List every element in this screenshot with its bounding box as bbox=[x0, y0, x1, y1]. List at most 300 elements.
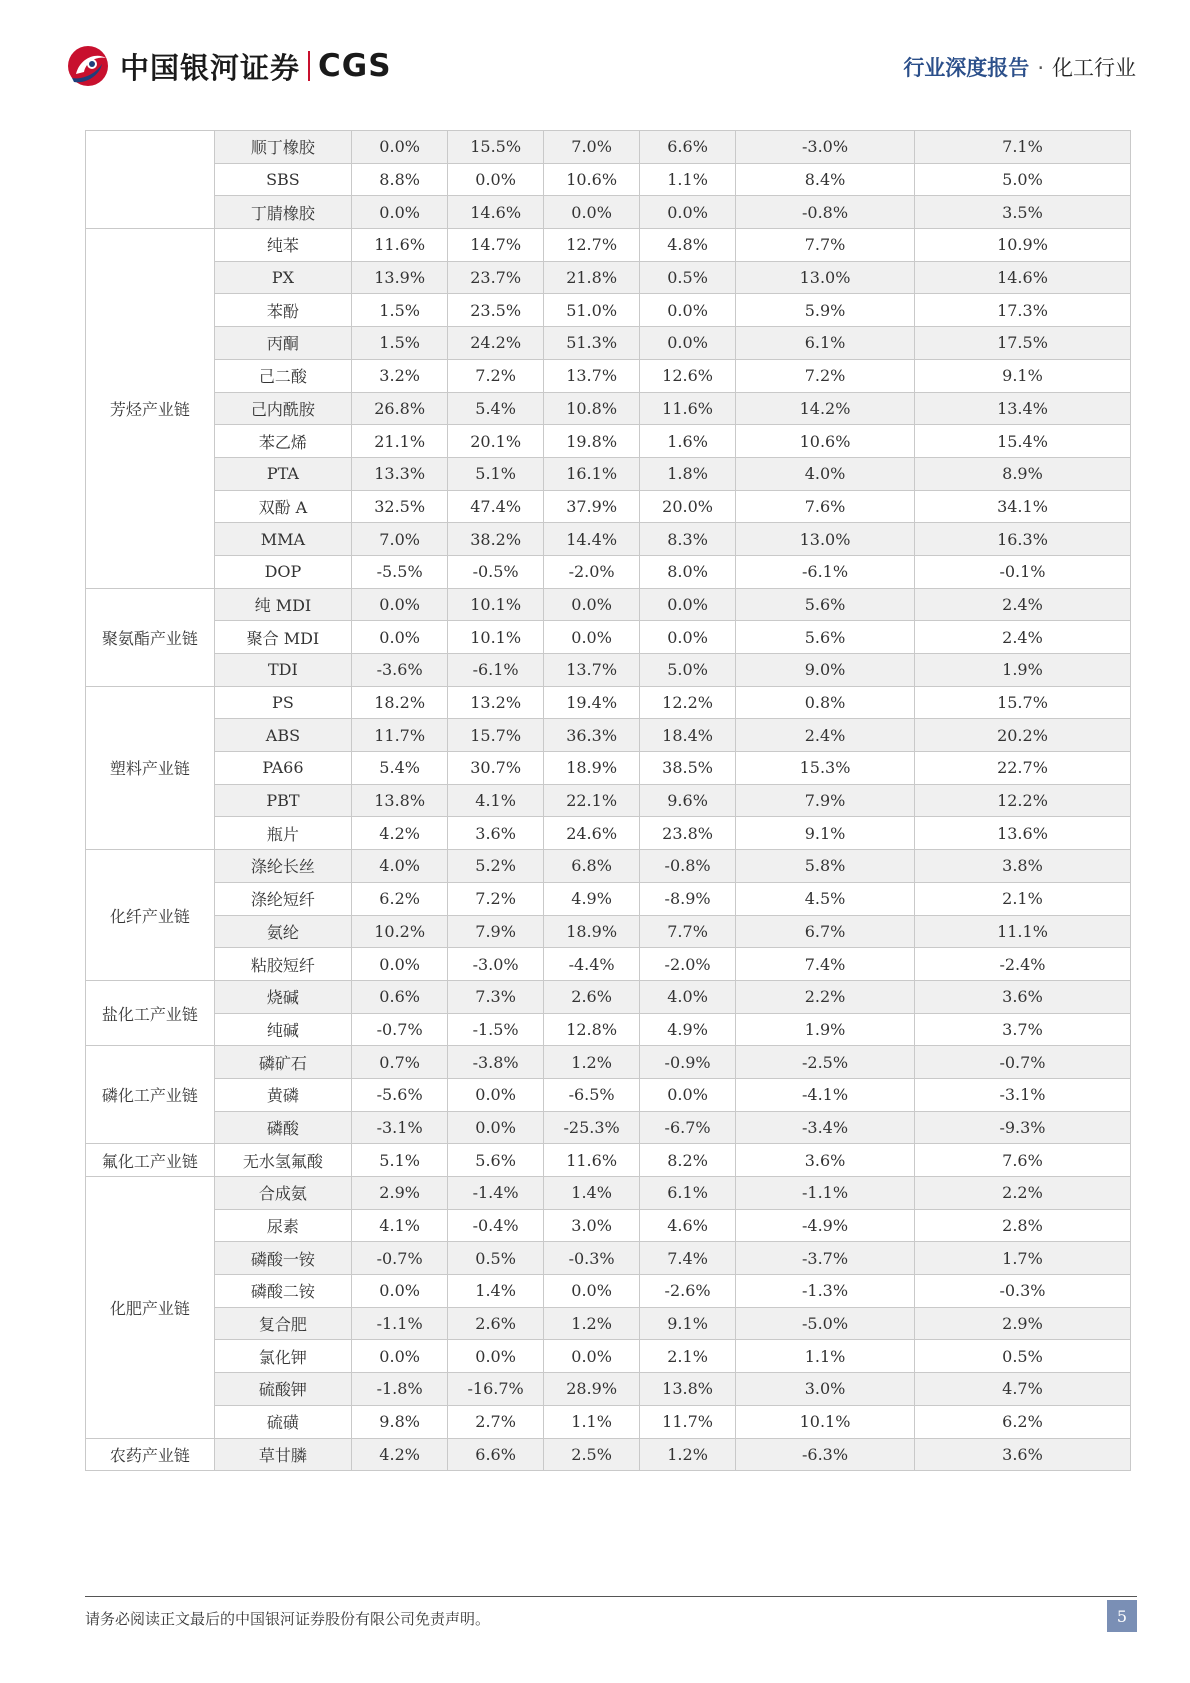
value-cell: 5.0% bbox=[640, 654, 736, 687]
value-cell: 10.1% bbox=[736, 1405, 915, 1438]
product-cell: MMA bbox=[214, 523, 351, 556]
value-cell: -3.1% bbox=[352, 1111, 448, 1144]
table-row bbox=[86, 1275, 1131, 1308]
value-cell: 1.1% bbox=[544, 1405, 640, 1438]
value-cell: 7.4% bbox=[640, 1242, 736, 1275]
table-row bbox=[86, 1177, 1131, 1210]
value-cell: -3.0% bbox=[448, 948, 544, 981]
value-cell: -6.3% bbox=[736, 1438, 915, 1471]
value-cell: 5.9% bbox=[736, 294, 915, 327]
product-cell: 硫酸钾 bbox=[214, 1373, 351, 1406]
value-cell: 18.2% bbox=[352, 686, 448, 719]
value-cell: -5.6% bbox=[352, 1078, 448, 1111]
value-cell: -2.6% bbox=[640, 1275, 736, 1308]
value-cell: -1.1% bbox=[352, 1307, 448, 1340]
value-cell: -3.8% bbox=[448, 1046, 544, 1079]
value-cell: 0.6% bbox=[352, 980, 448, 1013]
table-row bbox=[86, 915, 1131, 948]
value-cell: 0.0% bbox=[544, 588, 640, 621]
table-row bbox=[86, 1209, 1131, 1242]
product-cell: SBS bbox=[214, 163, 351, 196]
value-cell: 4.1% bbox=[448, 784, 544, 817]
value-cell: 14.4% bbox=[544, 523, 640, 556]
value-cell: 2.2% bbox=[736, 980, 915, 1013]
value-cell: 2.4% bbox=[914, 621, 1130, 654]
value-cell: 4.7% bbox=[914, 1373, 1130, 1406]
footer-divider bbox=[85, 1596, 1137, 1597]
value-cell: 6.1% bbox=[736, 327, 915, 360]
value-cell: 0.0% bbox=[640, 327, 736, 360]
value-cell: -0.4% bbox=[448, 1209, 544, 1242]
value-cell: 6.6% bbox=[448, 1438, 544, 1471]
value-cell: 0.7% bbox=[352, 1046, 448, 1079]
value-cell: 3.5% bbox=[914, 196, 1130, 229]
value-cell: 13.0% bbox=[736, 261, 915, 294]
value-cell: -0.3% bbox=[544, 1242, 640, 1275]
value-cell: 20.0% bbox=[640, 490, 736, 523]
chain-cell: 化肥产业链 bbox=[86, 1177, 215, 1439]
value-cell: -2.4% bbox=[914, 948, 1130, 981]
product-cell: 己内酰胺 bbox=[214, 392, 351, 425]
value-cell: 12.2% bbox=[914, 784, 1130, 817]
value-cell: 2.6% bbox=[448, 1307, 544, 1340]
product-cell: 丁腈橡胶 bbox=[214, 196, 351, 229]
table-row bbox=[86, 719, 1131, 752]
value-cell: 11.6% bbox=[640, 392, 736, 425]
value-cell: 2.4% bbox=[914, 588, 1130, 621]
value-cell: 18.9% bbox=[544, 915, 640, 948]
value-cell: 3.6% bbox=[914, 1438, 1130, 1471]
value-cell: 10.6% bbox=[544, 163, 640, 196]
value-cell: 3.0% bbox=[544, 1209, 640, 1242]
value-cell: 8.2% bbox=[640, 1144, 736, 1177]
table-row bbox=[86, 196, 1131, 229]
value-cell: 2.5% bbox=[544, 1438, 640, 1471]
product-cell: 顺丁橡胶 bbox=[214, 131, 351, 164]
value-cell: 10.9% bbox=[914, 229, 1130, 262]
product-cell: 氯化钾 bbox=[214, 1340, 351, 1373]
product-cell: 合成氨 bbox=[214, 1177, 351, 1210]
value-cell: -3.6% bbox=[352, 654, 448, 687]
value-cell: 15.7% bbox=[914, 686, 1130, 719]
value-cell: -1.4% bbox=[448, 1177, 544, 1210]
value-cell: 7.2% bbox=[448, 882, 544, 915]
value-cell: 3.7% bbox=[914, 1013, 1130, 1046]
value-cell: 7.2% bbox=[736, 359, 915, 392]
value-cell: 12.8% bbox=[544, 1013, 640, 1046]
value-cell: -6.5% bbox=[544, 1078, 640, 1111]
value-cell: 1.2% bbox=[544, 1046, 640, 1079]
value-cell: 15.7% bbox=[448, 719, 544, 752]
value-cell: 0.0% bbox=[448, 1340, 544, 1373]
product-cell: 磷酸二铵 bbox=[214, 1275, 351, 1308]
value-cell: 2.1% bbox=[640, 1340, 736, 1373]
value-cell: -16.7% bbox=[448, 1373, 544, 1406]
product-cell: 丙酮 bbox=[214, 327, 351, 360]
chain-cell: 农药产业链 bbox=[86, 1438, 215, 1471]
value-cell: 6.7% bbox=[736, 915, 915, 948]
table-row bbox=[86, 588, 1131, 621]
value-cell: 7.0% bbox=[544, 131, 640, 164]
value-cell: 12.6% bbox=[640, 359, 736, 392]
table-row bbox=[86, 457, 1131, 490]
product-cell: 苯酚 bbox=[214, 294, 351, 327]
value-cell: 26.8% bbox=[352, 392, 448, 425]
value-cell: 4.5% bbox=[736, 882, 915, 915]
value-cell: 3.6% bbox=[448, 817, 544, 850]
value-cell: -3.1% bbox=[914, 1078, 1130, 1111]
value-cell: 0.0% bbox=[544, 196, 640, 229]
value-cell: 14.7% bbox=[448, 229, 544, 262]
value-cell: 1.4% bbox=[544, 1177, 640, 1210]
table-body bbox=[86, 131, 1131, 1471]
value-cell: 13.9% bbox=[352, 261, 448, 294]
value-cell: 7.1% bbox=[914, 131, 1130, 164]
value-cell: 1.5% bbox=[352, 294, 448, 327]
table-row bbox=[86, 261, 1131, 294]
value-cell: 23.8% bbox=[640, 817, 736, 850]
table-row bbox=[86, 1111, 1131, 1144]
product-cell: PS bbox=[214, 686, 351, 719]
value-cell: 2.2% bbox=[914, 1177, 1130, 1210]
value-cell: 0.0% bbox=[352, 1340, 448, 1373]
report-category bbox=[903, 52, 1136, 82]
value-cell: 7.9% bbox=[736, 784, 915, 817]
value-cell: -0.1% bbox=[914, 555, 1130, 588]
value-cell: 10.2% bbox=[352, 915, 448, 948]
product-cell: PTA bbox=[214, 457, 351, 490]
value-cell: 10.1% bbox=[448, 588, 544, 621]
value-cell: 23.7% bbox=[448, 261, 544, 294]
product-cell: 黄磷 bbox=[214, 1078, 351, 1111]
product-cell: 双酚 A bbox=[214, 490, 351, 523]
value-cell: 20.1% bbox=[448, 425, 544, 458]
value-cell: 11.6% bbox=[544, 1144, 640, 1177]
value-cell: 8.9% bbox=[914, 457, 1130, 490]
value-cell: 11.7% bbox=[640, 1405, 736, 1438]
chain-cell: 盐化工产业链 bbox=[86, 980, 215, 1045]
value-cell: 14.6% bbox=[914, 261, 1130, 294]
product-cell: DOP bbox=[214, 555, 351, 588]
value-cell: 10.6% bbox=[736, 425, 915, 458]
value-cell: 0.5% bbox=[640, 261, 736, 294]
value-cell: 3.8% bbox=[914, 850, 1130, 883]
value-cell: 21.8% bbox=[544, 261, 640, 294]
logo-english-name: CGS bbox=[318, 48, 392, 84]
value-cell: 4.6% bbox=[640, 1209, 736, 1242]
value-cell: 5.4% bbox=[352, 752, 448, 785]
table-row bbox=[86, 784, 1131, 817]
value-cell: -0.7% bbox=[352, 1013, 448, 1046]
product-cell: PA66 bbox=[214, 752, 351, 785]
value-cell: 0.0% bbox=[448, 1078, 544, 1111]
product-cell: 己二酸 bbox=[214, 359, 351, 392]
value-cell: 5.6% bbox=[448, 1144, 544, 1177]
value-cell: -5.5% bbox=[352, 555, 448, 588]
value-cell: 18.9% bbox=[544, 752, 640, 785]
value-cell: -3.4% bbox=[736, 1111, 915, 1144]
value-cell: 0.0% bbox=[640, 294, 736, 327]
value-cell: 2.8% bbox=[914, 1209, 1130, 1242]
value-cell: 0.8% bbox=[736, 686, 915, 719]
value-cell: 24.6% bbox=[544, 817, 640, 850]
value-cell: -0.7% bbox=[352, 1242, 448, 1275]
value-cell: 47.4% bbox=[448, 490, 544, 523]
value-cell: -2.5% bbox=[736, 1046, 915, 1079]
value-cell: 24.2% bbox=[448, 327, 544, 360]
value-cell: -6.1% bbox=[448, 654, 544, 687]
table-row bbox=[86, 490, 1131, 523]
value-cell: 7.0% bbox=[352, 523, 448, 556]
value-cell: 0.0% bbox=[352, 621, 448, 654]
value-cell: 1.9% bbox=[736, 1013, 915, 1046]
value-cell: 8.4% bbox=[736, 163, 915, 196]
product-cell: 磷酸 bbox=[214, 1111, 351, 1144]
product-cell: 磷矿石 bbox=[214, 1046, 351, 1079]
value-cell: 7.6% bbox=[914, 1144, 1130, 1177]
value-cell: 11.7% bbox=[352, 719, 448, 752]
value-cell: 7.7% bbox=[736, 229, 915, 262]
value-cell: 3.6% bbox=[736, 1144, 915, 1177]
value-cell: 51.3% bbox=[544, 327, 640, 360]
value-cell: 9.6% bbox=[640, 784, 736, 817]
value-cell: 4.0% bbox=[352, 850, 448, 883]
table-row bbox=[86, 1046, 1131, 1079]
value-cell: -1.3% bbox=[736, 1275, 915, 1308]
value-cell: 22.1% bbox=[544, 784, 640, 817]
value-cell: -0.5% bbox=[448, 555, 544, 588]
table-row bbox=[86, 752, 1131, 785]
product-cell: 聚合 MDI bbox=[214, 621, 351, 654]
value-cell: 6.2% bbox=[914, 1405, 1130, 1438]
logo-divider bbox=[308, 51, 310, 81]
value-cell: 3.0% bbox=[736, 1373, 915, 1406]
value-cell: 2.6% bbox=[544, 980, 640, 1013]
product-cell: ABS bbox=[214, 719, 351, 752]
value-cell: 0.0% bbox=[640, 621, 736, 654]
value-cell: 38.2% bbox=[448, 523, 544, 556]
value-cell: 10.8% bbox=[544, 392, 640, 425]
value-cell: 19.4% bbox=[544, 686, 640, 719]
value-cell: 14.2% bbox=[736, 392, 915, 425]
value-cell: -4.1% bbox=[736, 1078, 915, 1111]
table-row bbox=[86, 131, 1131, 164]
table-row bbox=[86, 1013, 1131, 1046]
table-row bbox=[86, 327, 1131, 360]
value-cell: 9.8% bbox=[352, 1405, 448, 1438]
value-cell: -4.4% bbox=[544, 948, 640, 981]
value-cell: 18.4% bbox=[640, 719, 736, 752]
value-cell: 22.7% bbox=[914, 752, 1130, 785]
page-number: 5 bbox=[1107, 1600, 1137, 1632]
table-row bbox=[86, 621, 1131, 654]
value-cell: 13.8% bbox=[640, 1373, 736, 1406]
value-cell: -8.9% bbox=[640, 882, 736, 915]
table-row bbox=[86, 1373, 1131, 1406]
table-row bbox=[86, 555, 1131, 588]
value-cell: 7.3% bbox=[448, 980, 544, 1013]
value-cell: 1.2% bbox=[640, 1438, 736, 1471]
table-row bbox=[86, 1405, 1131, 1438]
value-cell: -2.0% bbox=[640, 948, 736, 981]
product-cell: 氨纶 bbox=[214, 915, 351, 948]
table-row bbox=[86, 686, 1131, 719]
value-cell: 7.4% bbox=[736, 948, 915, 981]
value-cell: 13.6% bbox=[914, 817, 1130, 850]
value-cell: 19.8% bbox=[544, 425, 640, 458]
value-cell: 6.1% bbox=[640, 1177, 736, 1210]
cgs-logo-icon bbox=[66, 44, 112, 88]
table-row bbox=[86, 294, 1131, 327]
value-cell: -6.7% bbox=[640, 1111, 736, 1144]
value-cell: 36.3% bbox=[544, 719, 640, 752]
value-cell: 1.7% bbox=[914, 1242, 1130, 1275]
value-cell: 10.1% bbox=[448, 621, 544, 654]
value-cell: -6.1% bbox=[736, 555, 915, 588]
value-cell: 4.0% bbox=[736, 457, 915, 490]
value-cell: -4.9% bbox=[736, 1209, 915, 1242]
chain-cell: 聚氨酯产业链 bbox=[86, 588, 215, 686]
value-cell: 4.9% bbox=[640, 1013, 736, 1046]
table-row bbox=[86, 654, 1131, 687]
disclaimer-text: 请务必阅读正文最后的中国银河证券股份有限公司免责声明。 bbox=[85, 1610, 491, 1628]
table-row bbox=[86, 1144, 1131, 1177]
value-cell: 13.4% bbox=[914, 392, 1130, 425]
value-cell: 17.5% bbox=[914, 327, 1130, 360]
value-cell: 23.5% bbox=[448, 294, 544, 327]
value-cell: 6.6% bbox=[640, 131, 736, 164]
value-cell: 1.5% bbox=[352, 327, 448, 360]
product-cell: 瓶片 bbox=[214, 817, 351, 850]
value-cell: 32.5% bbox=[352, 490, 448, 523]
value-cell: 16.3% bbox=[914, 523, 1130, 556]
table-row bbox=[86, 163, 1131, 196]
value-cell: -0.9% bbox=[640, 1046, 736, 1079]
value-cell: 8.8% bbox=[352, 163, 448, 196]
value-cell: 21.1% bbox=[352, 425, 448, 458]
value-cell: 0.0% bbox=[448, 1111, 544, 1144]
value-cell: -2.0% bbox=[544, 555, 640, 588]
value-cell: 0.0% bbox=[640, 588, 736, 621]
value-cell: 4.1% bbox=[352, 1209, 448, 1242]
value-cell: 15.3% bbox=[736, 752, 915, 785]
value-cell: 9.1% bbox=[736, 817, 915, 850]
product-cell: 纯苯 bbox=[214, 229, 351, 262]
table-row bbox=[86, 980, 1131, 1013]
value-cell: 5.1% bbox=[448, 457, 544, 490]
value-cell: 2.1% bbox=[914, 882, 1130, 915]
table-row bbox=[86, 948, 1131, 981]
product-cell: 涤纶短纤 bbox=[214, 882, 351, 915]
table-row bbox=[86, 1078, 1131, 1111]
product-cell: 纯碱 bbox=[214, 1013, 351, 1046]
value-cell: 2.9% bbox=[914, 1307, 1130, 1340]
value-cell: 13.3% bbox=[352, 457, 448, 490]
value-cell: 4.8% bbox=[640, 229, 736, 262]
value-cell: 12.7% bbox=[544, 229, 640, 262]
product-cell: 苯乙烯 bbox=[214, 425, 351, 458]
value-cell: 5.4% bbox=[448, 392, 544, 425]
value-cell: 2.9% bbox=[352, 1177, 448, 1210]
table-row bbox=[86, 229, 1131, 262]
value-cell: 16.1% bbox=[544, 457, 640, 490]
table-row bbox=[86, 359, 1131, 392]
value-cell: 34.1% bbox=[914, 490, 1130, 523]
value-cell: 7.7% bbox=[640, 915, 736, 948]
value-cell: 0.0% bbox=[352, 948, 448, 981]
industry-label: 化工行业 bbox=[1052, 56, 1136, 80]
value-cell: -5.0% bbox=[736, 1307, 915, 1340]
value-cell: 4.2% bbox=[352, 1438, 448, 1471]
value-cell: -25.3% bbox=[544, 1111, 640, 1144]
value-cell: 9.1% bbox=[640, 1307, 736, 1340]
value-cell: 30.7% bbox=[448, 752, 544, 785]
product-cell: TDI bbox=[214, 654, 351, 687]
chain-cell: 氟化工产业链 bbox=[86, 1144, 215, 1177]
value-cell: 13.8% bbox=[352, 784, 448, 817]
value-cell: 1.8% bbox=[640, 457, 736, 490]
value-cell: 5.2% bbox=[448, 850, 544, 883]
value-cell: -0.7% bbox=[914, 1046, 1130, 1079]
value-cell: 8.0% bbox=[640, 555, 736, 588]
value-cell: 0.0% bbox=[544, 621, 640, 654]
report-type-separator: · bbox=[1037, 56, 1044, 80]
value-cell: 17.3% bbox=[914, 294, 1130, 327]
value-cell: 12.2% bbox=[640, 686, 736, 719]
value-cell: 37.9% bbox=[544, 490, 640, 523]
product-cell: 烧碱 bbox=[214, 980, 351, 1013]
value-cell: -1.8% bbox=[352, 1373, 448, 1406]
value-cell: 0.0% bbox=[640, 1078, 736, 1111]
product-cell: 草甘膦 bbox=[214, 1438, 351, 1471]
value-cell: 2.4% bbox=[736, 719, 915, 752]
company-logo bbox=[66, 44, 392, 88]
value-cell: 11.1% bbox=[914, 915, 1130, 948]
value-cell: 0.0% bbox=[544, 1275, 640, 1308]
value-cell: -0.8% bbox=[640, 850, 736, 883]
chain-cell: 磷化工产业链 bbox=[86, 1046, 215, 1144]
value-cell: -9.3% bbox=[914, 1111, 1130, 1144]
value-cell: 28.9% bbox=[544, 1373, 640, 1406]
value-cell: 3.2% bbox=[352, 359, 448, 392]
value-cell: 7.6% bbox=[736, 490, 915, 523]
value-cell: 15.5% bbox=[448, 131, 544, 164]
value-cell: 14.6% bbox=[448, 196, 544, 229]
product-cell: 尿素 bbox=[214, 1209, 351, 1242]
table-row bbox=[86, 882, 1131, 915]
value-cell: 38.5% bbox=[640, 752, 736, 785]
value-cell: -1.5% bbox=[448, 1013, 544, 1046]
report-type-label: 行业深度报告 bbox=[903, 56, 1030, 80]
product-cell: 粘胶短纤 bbox=[214, 948, 351, 981]
table-row bbox=[86, 392, 1131, 425]
value-cell: 0.0% bbox=[352, 588, 448, 621]
value-cell: 0.0% bbox=[352, 1275, 448, 1308]
value-cell: -3.7% bbox=[736, 1242, 915, 1275]
table-row bbox=[86, 425, 1131, 458]
value-cell: 0.5% bbox=[914, 1340, 1130, 1373]
page-header bbox=[0, 0, 1190, 110]
value-cell: 13.7% bbox=[544, 654, 640, 687]
value-cell: 1.1% bbox=[736, 1340, 915, 1373]
value-cell: 0.0% bbox=[544, 1340, 640, 1373]
value-cell: 5.0% bbox=[914, 163, 1130, 196]
table-row bbox=[86, 1242, 1131, 1275]
value-cell: 13.0% bbox=[736, 523, 915, 556]
table-row bbox=[86, 1438, 1131, 1471]
value-cell: -3.0% bbox=[736, 131, 915, 164]
value-cell: 13.2% bbox=[448, 686, 544, 719]
